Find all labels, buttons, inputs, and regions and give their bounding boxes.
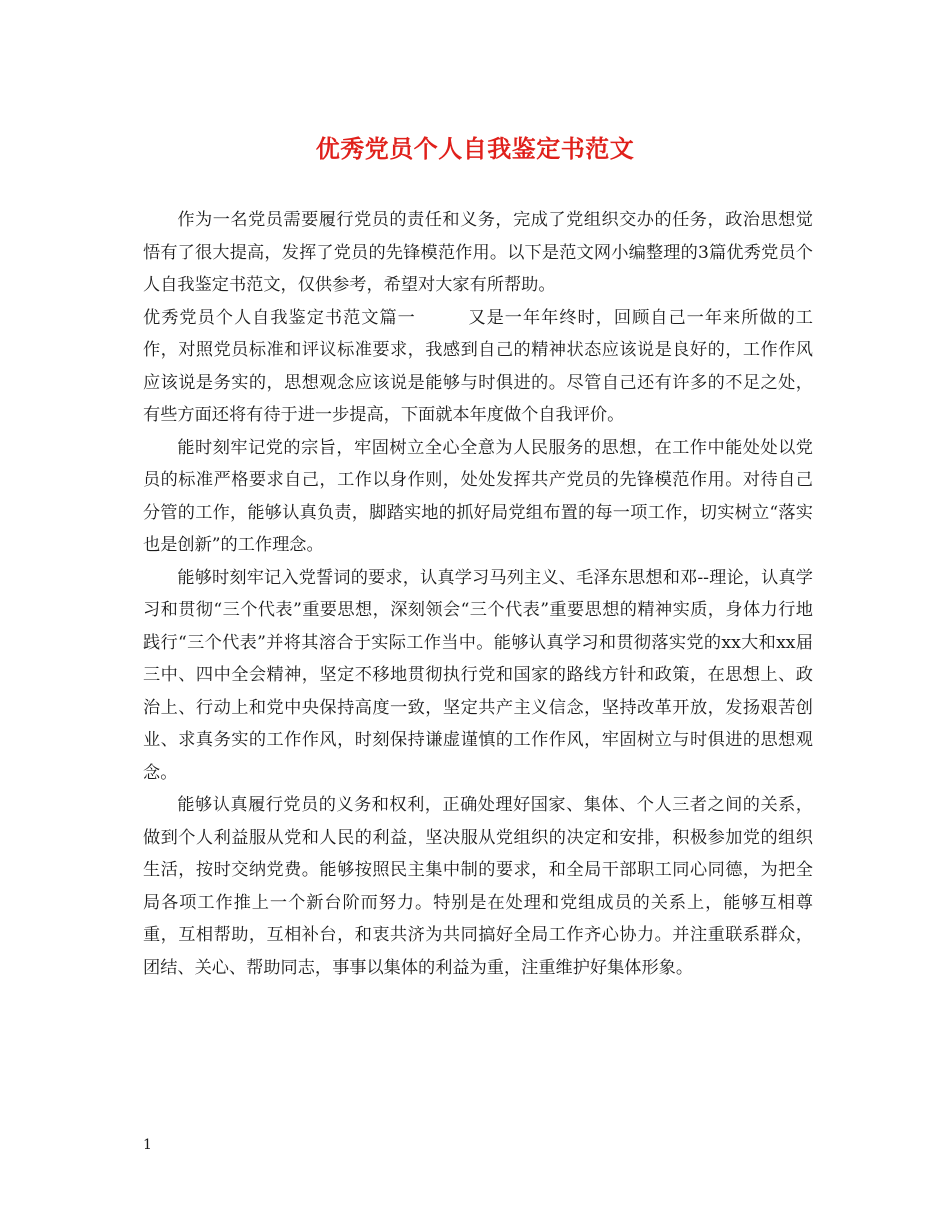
section-heading: 优秀党员个人自我鉴定书范文篇一 <box>143 307 416 328</box>
page-number: 1 <box>143 1137 152 1153</box>
body-paragraph-2: 能够时刻牢记入党誓词的要求，认真学习马列主义、毛泽东思想和邓--理论，认真学习和贯彻“三个代表”重要思想，深刻领会“三个代表”重要思想的精神实质，身体力行地践行“三个代表”并将其溶合于实际工作当中。能够认真学习和贯彻落实党的xx大和xx届三中、四中全会精神，坚定不移地贯彻执行党和国家的路线方针和政策，在思想上、政治上、行动上和党中央保持高度一致，坚定共产主义信念，坚持改革开放，发扬艰苦创业、求真务实的工作作风，时刻保持谦虚谨慎的工作作风，牢固树立与时俱进的思想观念。 <box>143 567 813 783</box>
section-paragraph <box>143 302 813 432</box>
document-title: 优秀党员个人自我鉴定书范文 <box>315 134 635 163</box>
intro-paragraph: 作为一名党员需要履行党员的责任和义务，完成了党组织交办的任务，政治思想觉悟有了很大提高，发挥了党员的先锋模范作用。以下是范文网小编整理的3篇优秀党员个人自我鉴定书范文，仅供参考，希望对大家有所帮助。 <box>143 210 813 295</box>
body-paragraph-3: 能够认真履行党员的义务和权利，正确处理好国家、集体、个人三者之间的关系，做到个人利益服从党和人民的利益，坚决服从党组织的决定和安排，积极参加党的组织生活，按时交纳党费。能够按照民主集中制的要求，和全局干部职工同心同德，为把全局各项工作推上一个新台阶而努力。特别是在处理和党组成员的关系上，能够互相尊重，互相帮助，互相补台，和衷共济为共同搞好全局工作齐心协力。并注重联系群众，团结、关心、帮助同志，事事以集体的利益为重，注重维护好集体形象。 <box>143 795 813 978</box>
section-first-paragraph: 又是一年年终时，回顾自己一年来所做的工作，对照党员标准和评议标准要求，我感到自己的精神状态应该说是良好的，工作作风应该说是务实的，思想观念应该说是能够与时俱进的。尽管自己还有许多的不足之处，有些方面还将有待于进一步提高，下面就本年度做个自我评价。 <box>143 307 813 425</box>
document-body <box>143 204 813 984</box>
body-paragraph-1: 能时刻牢记党的宗旨，牢固树立全心全意为人民服务的思想，在工作中能处处以党员的标准严格要求自己，工作以身作则，处处发挥共产党员的先锋模范作用。对待自己分管的工作，能够认真负责，脚踏实地的抓好局党组布置的每一项工作，切实树立“落实也是创新”的工作理念。 <box>143 437 813 555</box>
